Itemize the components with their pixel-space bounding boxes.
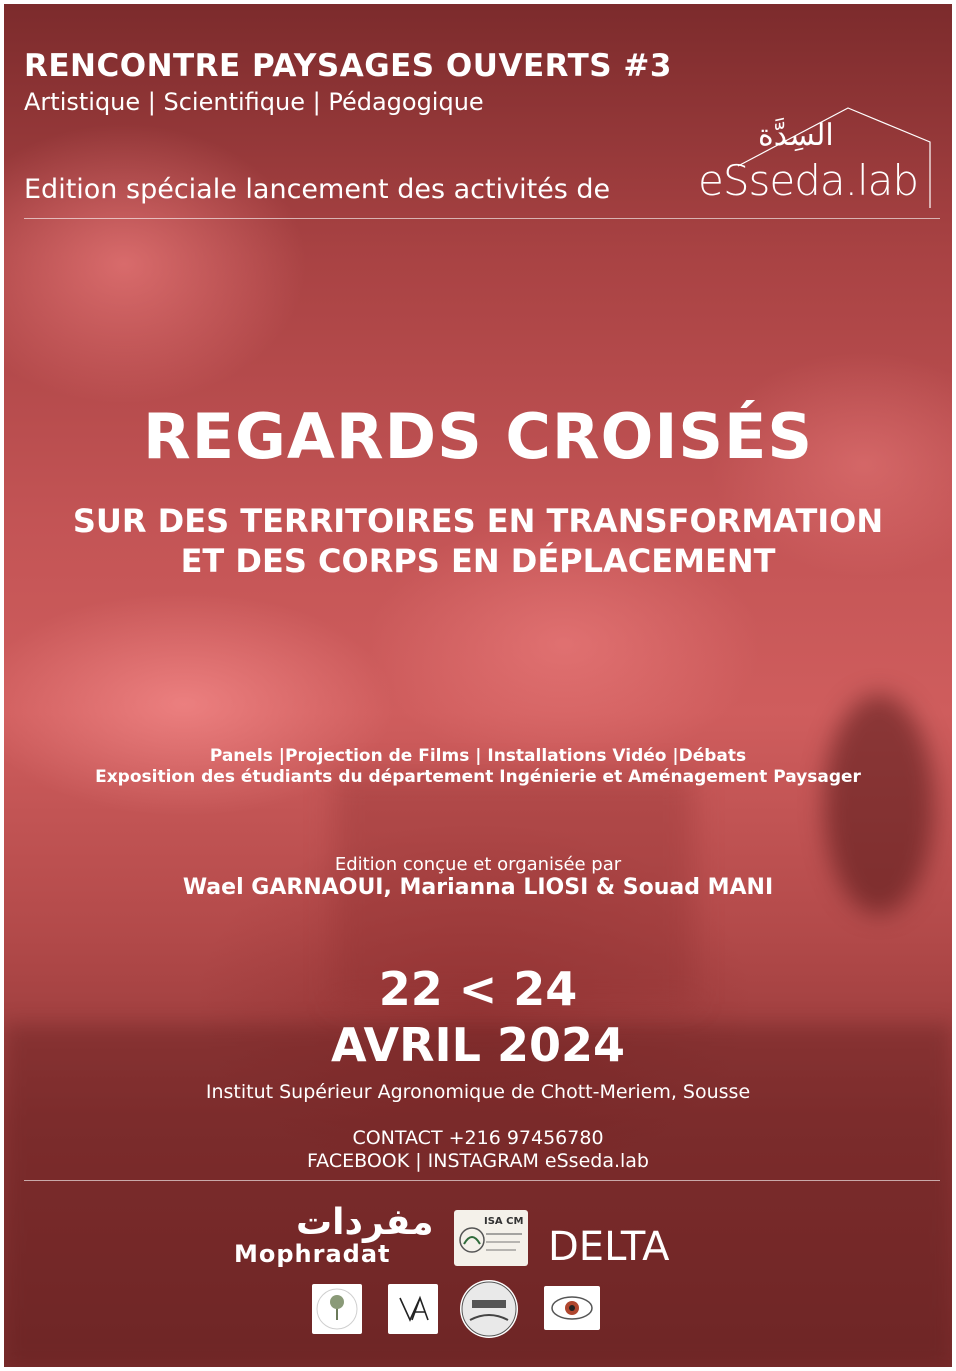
divider-top (24, 218, 940, 219)
mophradat-latin-logo: Mophradat (234, 1240, 391, 1268)
partner-logo-border-studies (460, 1280, 518, 1338)
activities-line2: Exposition des étudiants du département Ingénierie et Aménagement Paysager (95, 767, 861, 787)
event-month-year: AVRIL 2024 (331, 1018, 625, 1072)
border-studies-emblem-icon (460, 1280, 518, 1338)
esseda-arabic-text: السِدَّة (758, 118, 834, 153)
isa-cm-logo (454, 1210, 528, 1266)
va-monogram-icon (388, 1284, 438, 1334)
contact-phone: CONTACT +216 97456780 (352, 1127, 604, 1149)
series-title: RENCONTRE PAYSAGES OUVERTS #3 (24, 48, 672, 84)
partner-logo-va (388, 1284, 438, 1334)
esseda-latin-text: eSseda.lab (698, 156, 919, 205)
isa-cm-text: ISA CM (484, 1216, 524, 1227)
esseda-lab-logo (698, 104, 942, 210)
organizers-label: Edition conçue et organisée par (334, 854, 622, 875)
event-dates: 22 < 24 (378, 962, 578, 1016)
activities-line1: Panels |Projection de Films | Installations Vidéo |Débats (209, 746, 747, 766)
delta-logo: DELTA (548, 1224, 670, 1270)
special-edition-text: Edition spéciale lancement des activités de (24, 174, 611, 205)
tree-emblem-icon (312, 1284, 362, 1334)
mophradat-arabic-logo: مفردات (296, 1202, 434, 1243)
divider-bottom (24, 1180, 940, 1181)
partner-logo-eye (544, 1286, 600, 1330)
partner-logo-tree (312, 1284, 362, 1334)
main-title: REGARDS CROISÉS (142, 400, 814, 473)
main-subtitle-line2: ET DES CORPS EN DÉPLACEMENT (180, 542, 776, 580)
eye-emblem-icon (544, 1286, 600, 1330)
poster (4, 4, 952, 1367)
social-links: FACEBOOK | INSTAGRAM eSseda.lab (307, 1150, 649, 1172)
main-subtitle-line1: SUR DES TERRITOIRES EN TRANSFORMATION (72, 502, 884, 540)
event-venue: Institut Supérieur Agronomique de Chott-Meriem, Sousse (205, 1081, 751, 1103)
series-subtitle: Artistique | Scientifique | Pédagogique (24, 88, 484, 116)
organizers-names: Wael GARNAOUI, Marianna LIOSI & Souad MANI (182, 875, 774, 900)
